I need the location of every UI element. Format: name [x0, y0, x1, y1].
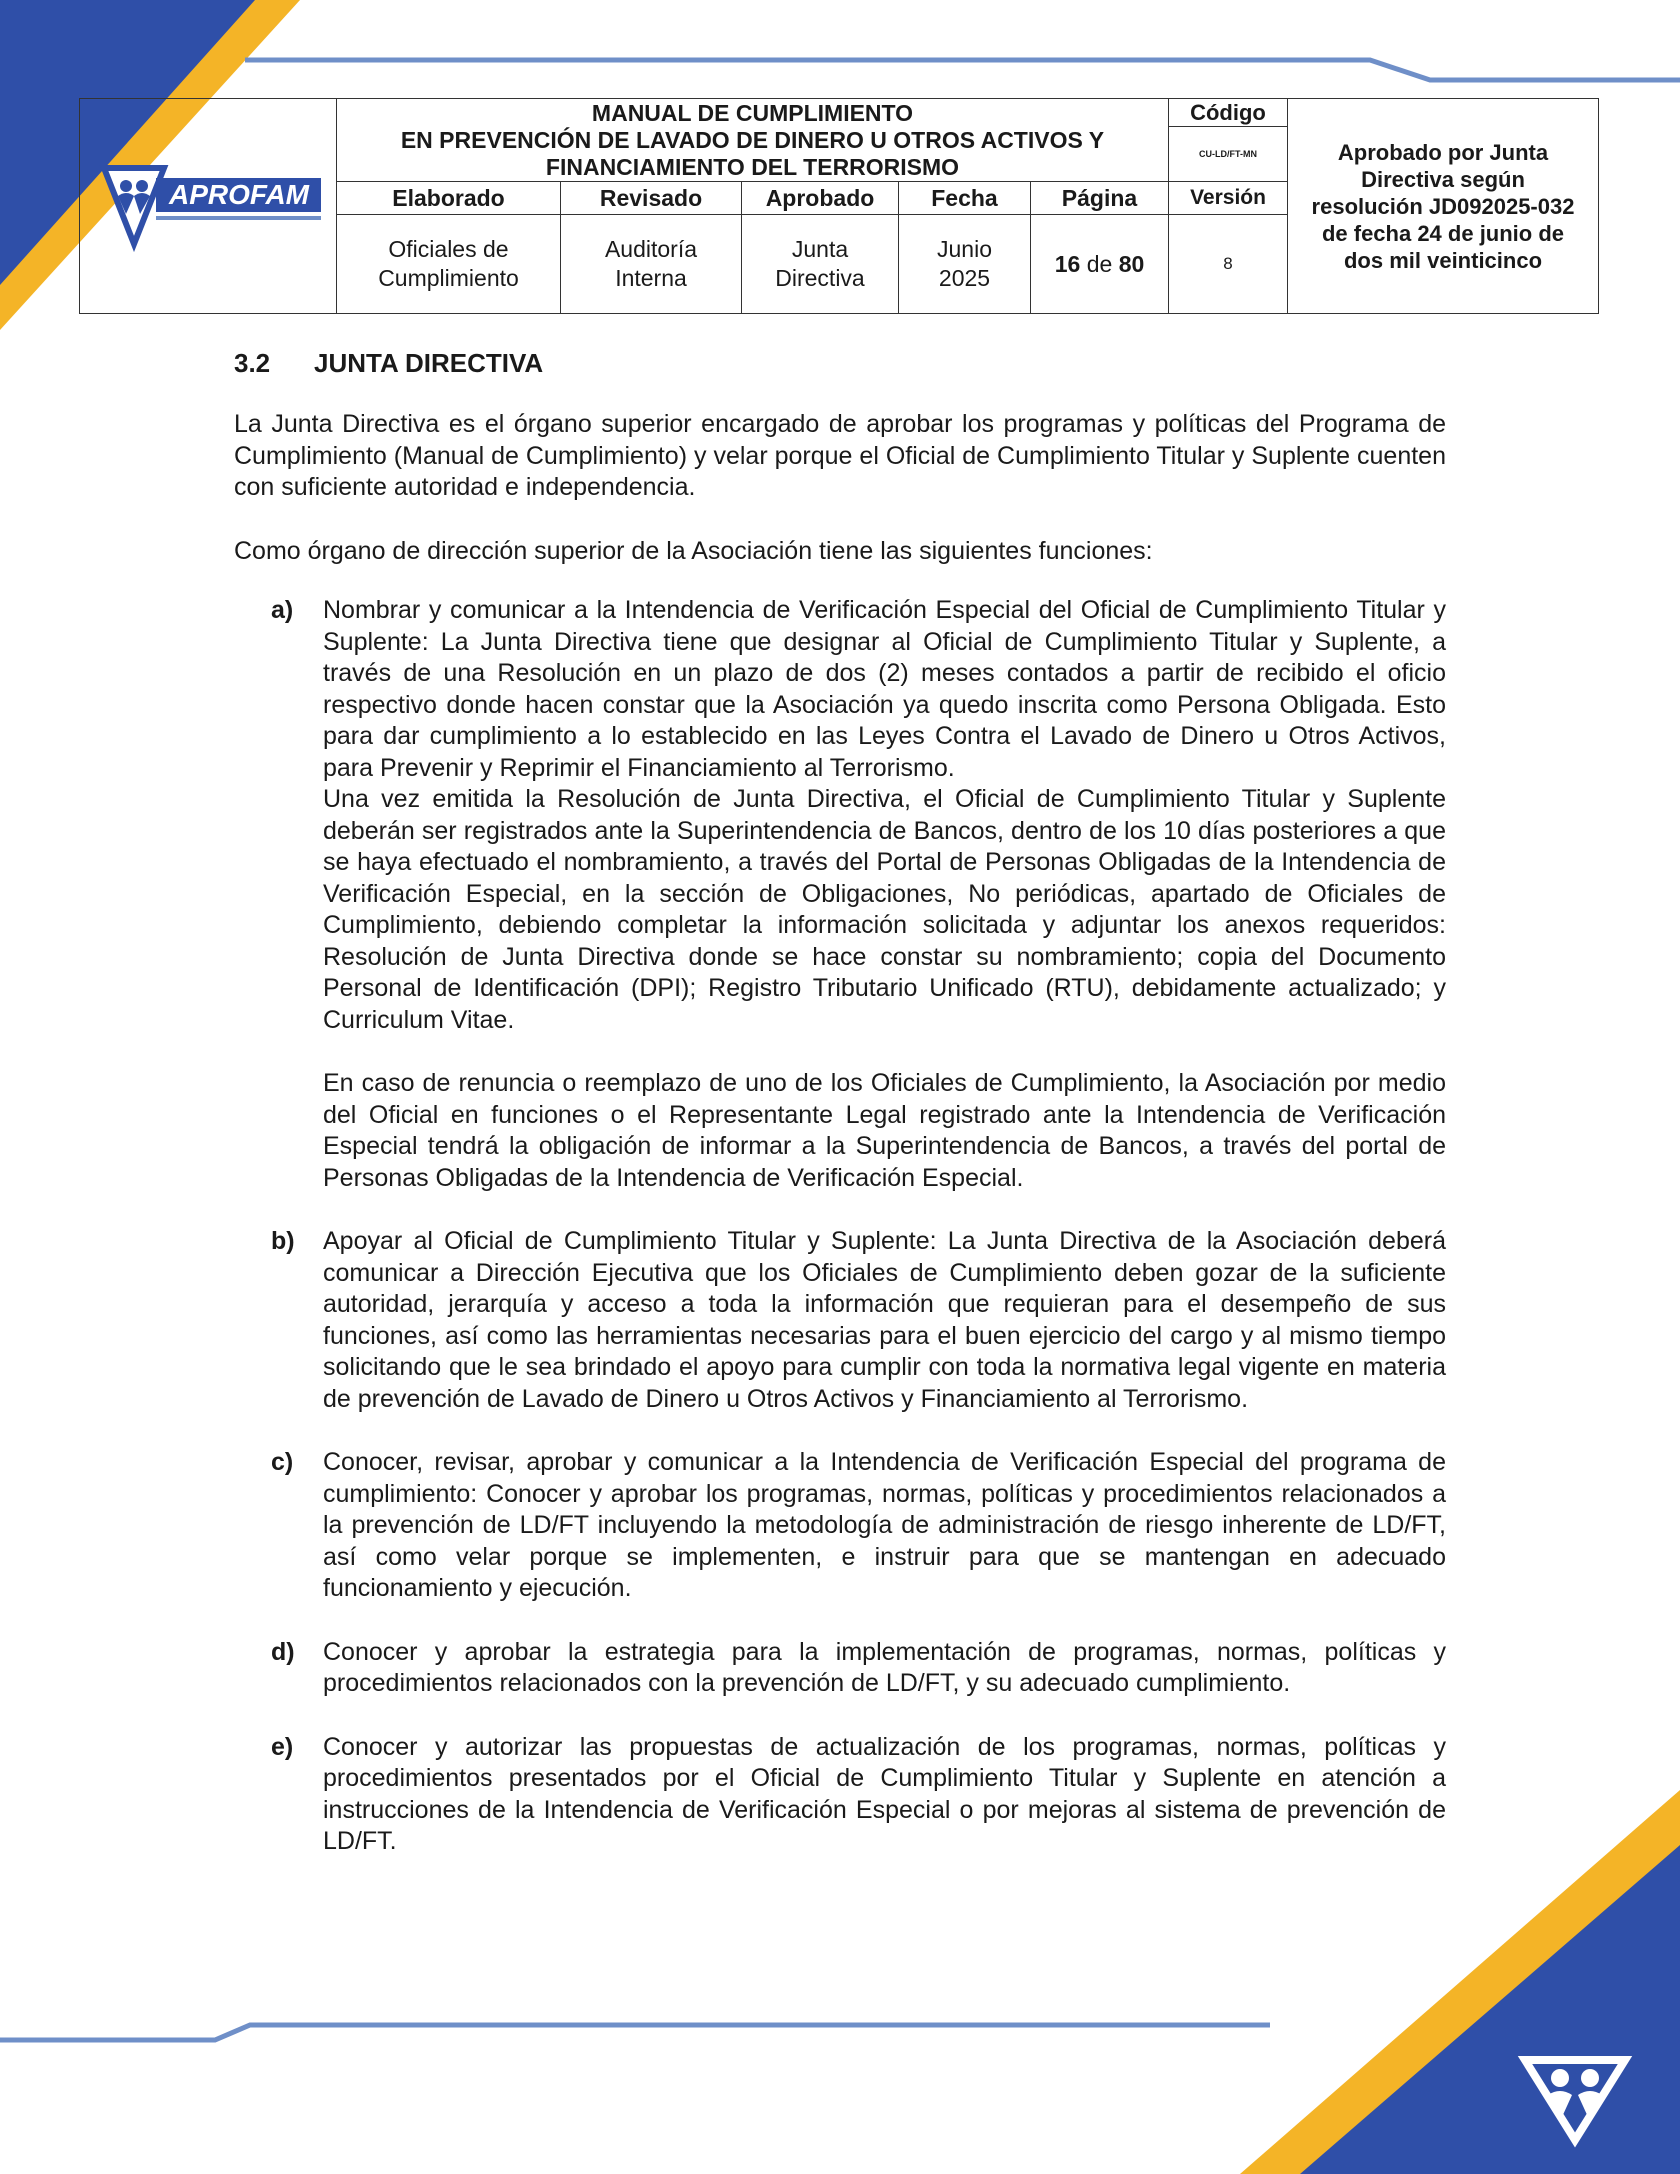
value-elaborado-line-1: Oficiales de [388, 236, 509, 262]
section-heading [234, 348, 1446, 379]
document-title [337, 99, 1168, 181]
col-header-elaborado: Elaborado [392, 184, 505, 211]
title-line-3: FINANCIAMIENTO DEL TERRORISMO [545, 153, 960, 180]
list-item-a [234, 595, 1446, 1194]
section-number: 3.2 [234, 348, 271, 378]
aprofam-logo [94, 156, 324, 256]
value-elaborado [337, 215, 560, 313]
value-elaborado-line-2: Cumplimiento [378, 265, 519, 291]
value-fecha [899, 215, 1030, 313]
list-label-c: c) [271, 1448, 294, 1476]
document-body [234, 340, 1446, 1890]
item-b-paragraph: Apoyar al Oficial de Cumplimiento Titular y Suplente: La Junta Directiva de la Asociación deberá comunicar a Dirección Ejecutiva que los Oficiales de Cumplimiento deben gozar de la suficiente autoridad, jerarquía y acceso a toda la información que requieran para el desempeño de sus funciones, así como las herramientas necesarias para el buen ejercicio del cargo y al mismo tiempo solicitando que le sea brindado el apoyo para cumplir con toda la normativa legal vigente en materia de prevención de Lavado de Dinero u Otros Activos y Financiamiento al Terrorismo. [323, 1227, 1446, 1413]
list-label-b: b) [271, 1227, 295, 1255]
title-line-2: EN PREVENCIÓN DE LAVADO DE DINERO U OTROS ACTIVOS Y [400, 126, 1105, 153]
value-fecha-line-1: Junio [937, 236, 992, 262]
codigo-value: CU-LD/FT-MN [1199, 149, 1257, 159]
list-item-b [234, 1226, 1446, 1415]
col-header-fecha: Fecha [931, 184, 998, 211]
item-e-paragraph: Conocer y autorizar las propuestas de actualización de los programas, normas, políticas y procedimientos presentados por el Oficial de Cumplimiento Titular y Suplente en atención a instrucciones de la Intendencia de Verificación Especial o por mejoras al sistema de prevención de LD/FT. [323, 1732, 1446, 1855]
value-revisado-line-2: Interna [615, 265, 687, 291]
approval-line-4: de fecha 24 de junio de [1321, 220, 1565, 246]
page-total: 80 [1118, 250, 1145, 277]
item-a-paragraph-2: Una vez emitida la Resolución de Junta Directiva, el Oficial de Cumplimiento Titular y Suplente deberán ser registrados ante la Superintendencia de Bancos, dentro de los 10 días posteriores a que se haya efectuado el nombramiento, a través del Portal de Personas Obligadas de la Intendencia de Verificación Especial, en la sección de Obligaciones, No periódicas, apartado de Oficiales de Cumplimiento, debiendo completar la información solicitada y adjuntar los anexos requeridos: Resolución de Junta Directiva donde se hace constar su nombramiento; copia del Documento Personal de Identificación (DPI); Registro Tributario Unificado (RTU), debidamente actualizado; y Curriculum Vitae. [323, 785, 1446, 1034]
document-header-table [79, 98, 1599, 314]
approval-line-1: Aprobado por Junta [1337, 139, 1549, 165]
list-label-a: a) [271, 596, 294, 624]
logo-text: APROFAM [168, 179, 309, 210]
value-aprobado-line-2: Directiva [775, 265, 865, 291]
list-item-e [234, 1732, 1446, 1858]
list-label-e: e) [271, 1732, 294, 1761]
list-item-c [234, 1447, 1446, 1605]
approval-line-5: dos mil veinticinco [1343, 247, 1543, 273]
value-fecha-line-2: 2025 [938, 265, 991, 291]
col-header-pagina: Página [1061, 184, 1138, 211]
page-current: 16 [1054, 250, 1081, 277]
page-of: de [1086, 250, 1113, 277]
list-label-d: d) [271, 1637, 295, 1666]
approval-line-3: resolución JD092025-032 [1311, 193, 1575, 219]
codigo-label: Código [1190, 99, 1266, 125]
version-value: 8 [1223, 254, 1233, 273]
bottom-guide-line [0, 2025, 1270, 2040]
col-header-version: Versión [1190, 186, 1266, 209]
value-revisado-line-1: Auditoría [604, 236, 698, 262]
value-aprobado-line-1: Junta [791, 236, 849, 262]
value-aprobado [742, 215, 898, 313]
item-a-paragraph-3: En caso de renuncia o reemplazo de uno de los Oficiales de Cumplimiento, la Asociación por medio del Oficial en funciones o el Representante Legal registrado ante la Intendencia de Verificación Especial tendrá la obligación de informar a la Superintendencia de Bancos, a través del portal de Personas Obligadas de la Intendencia de Verificación Especial. [323, 1069, 1446, 1192]
item-d-paragraph: Conocer y aprobar la estrategia para la implementación de programas, normas, políticas y procedimientos relacionados con la prevención de LD/FT, y su adecuado cumplimiento. [323, 1637, 1446, 1697]
col-header-revisado: Revisado [599, 184, 703, 211]
logo-cell [80, 99, 337, 313]
section-title: JUNTA DIRECTIVA [314, 348, 544, 378]
item-c-paragraph: Conocer, revisar, aprobar y comunicar a la Intendencia de Verificación Especial del programa de cumplimiento: Conocer y aprobar los programas, normas, políticas y procedimientos relacionados a la prevención de LD/FT incluyendo la metodología de administración de riesgo inherente de LD/FT, así como velar porque se implementen, e instruir para que se mantengan en adecuado funcionamiento y ejecución. [323, 1448, 1446, 1602]
approval-line-2: Directiva según [1361, 166, 1525, 192]
top-guide-line [245, 60, 1680, 80]
list-item-d [234, 1637, 1446, 1700]
value-revisado [561, 215, 741, 313]
page-number [1031, 215, 1168, 313]
title-line-1: MANUAL DE CUMPLIMIENTO [591, 99, 914, 126]
intro-functions-line: Como órgano de dirección superior de la Asociación tiene las siguientes funciones: [234, 536, 1153, 565]
intro-paragraph: La Junta Directiva es el órgano superior encargado de aprobar los programas y políticas del Programa de Cumplimiento (Manual de Cumplimiento) y velar porque el Oficial de Cumplimiento Titular y Suplente cuenten con suficiente autoridad e independencia. [234, 410, 1446, 501]
col-header-aprobado: Aprobado [765, 184, 875, 211]
approval-note [1288, 99, 1598, 313]
item-a-paragraph-1: Nombrar y comunicar a la Intendencia de Verificación Especial del Oficial de Cumplimiento Titular y Suplente: La Junta Directiva tiene que designar al Oficial de Cumplimiento Titular y Suplente, a través de una Resolución en un plazo de dos (2) meses contados a partir de recibido el oficio respectivo donde hacen constar que la Asociación ya quedo inscrita como Persona Obligada. Esto para dar cumplimiento a lo establecido en las Leyes Contra el Lavado de Dinero u Otros Activos, para Prevenir y Reprimir el Financiamiento al Terrorismo. [323, 596, 1446, 782]
